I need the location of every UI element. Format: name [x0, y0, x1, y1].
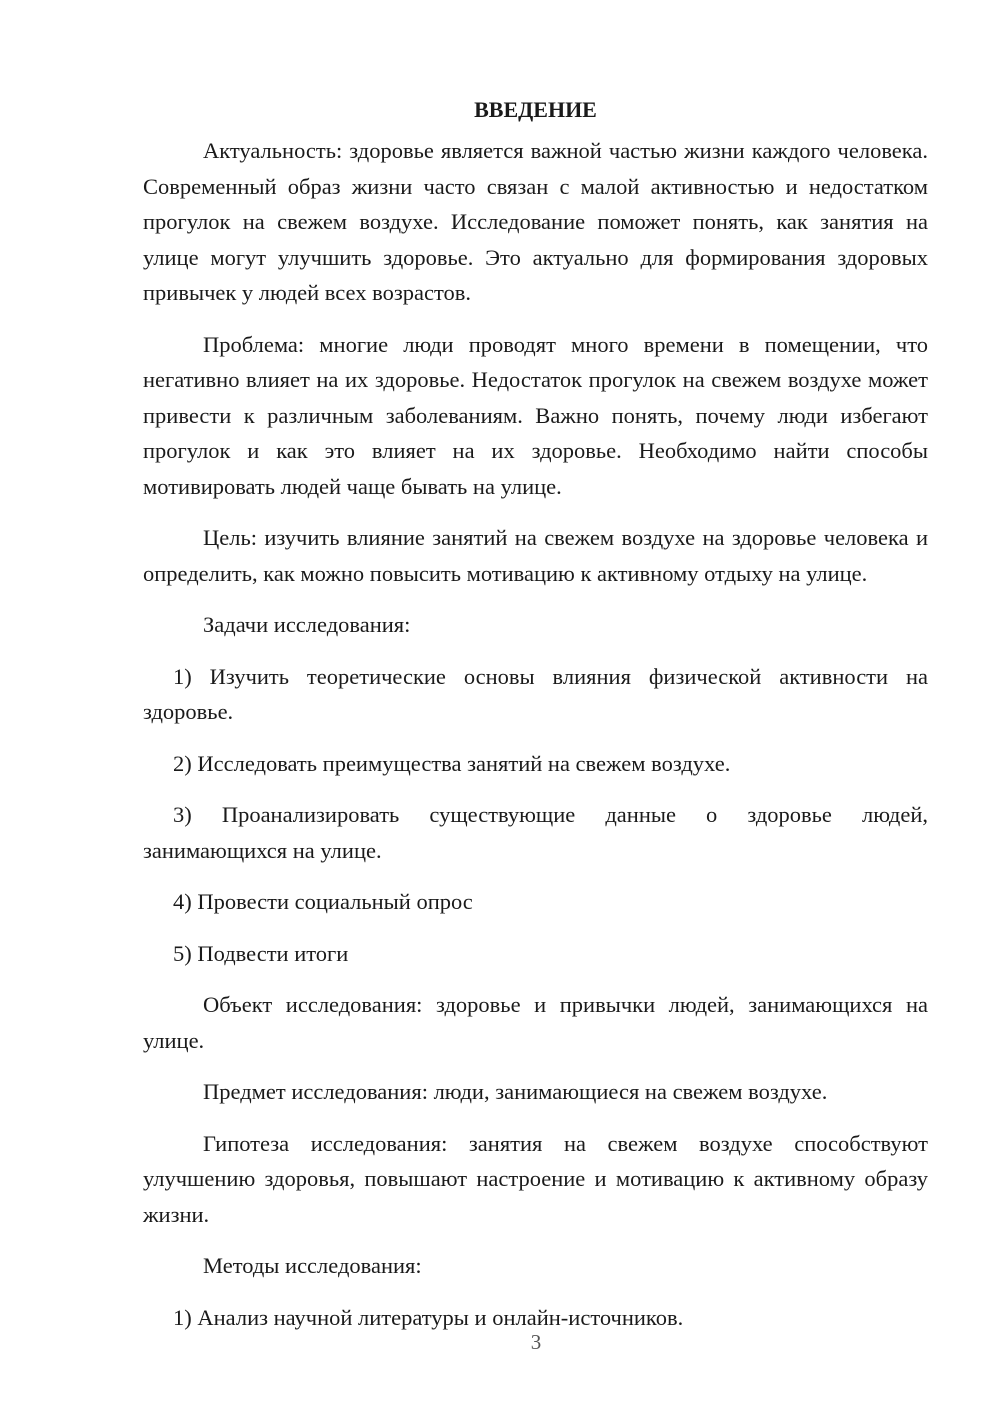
paragraph-problem: Проблема: многие люди проводят много времени в помещении, что негативно влияет на их здоровье. Недостаток прогулок на свежем воздухе может привести к различным заболеваниям. Важно понять, почему люди избегают прогулок и как это влияет на их здоровье. Необходимо найти способы мотивировать людей чаще бывать на улице.: [143, 331, 928, 499]
paragraph-object: Объект исследования: здоровье и привычки людей, занимающихся на улице.: [143, 992, 928, 1053]
task-item-1: 1) Изучить теоретические основы влияния физической активности на здоровье.: [143, 663, 928, 724]
tasks-title: Задачи исследования:: [203, 612, 411, 637]
paragraph-relevance: Актуальность: здоровье является важной частью жизни каждого человека. Современный образ жизни часто связан с малой активностью и недостатком прогулок на свежем воздухе. Исследование поможет понять, как занятия на улице могут улучшить здоровье. Это актуально для формирования здоровых привычек у людей всех возрастов.: [143, 138, 928, 305]
task-item-5: 5) Подвести итоги: [173, 940, 349, 966]
task-item-3: 3) Проанализировать существующие данные о здоровье людей, занимающихся на улице.: [143, 802, 928, 863]
method-item-1: 1) Анализ научной литературы и онлайн-источников.: [173, 1304, 684, 1330]
page-number: 3: [530, 1330, 542, 1354]
paragraph-goal: Цель: изучить влияние занятий на свежем воздухе на здоровье человека и определить, как можно повысить мотивацию к активному отдыху на улице.: [143, 525, 928, 586]
page-body: [143, 92, 928, 1351]
section-heading: ВВЕДЕНИЕ: [474, 97, 597, 122]
paragraph-hypothesis: Гипотеза исследования: занятия на свежем воздухе способствуют улучшению здоровья, повышают настроение и мотивацию к активному образу жизни.: [143, 1130, 928, 1227]
methods-title: Методы исследования:: [203, 1253, 422, 1278]
paragraph-subject: Предмет исследования: люди, занимающиеся на свежем воздухе.: [203, 1079, 828, 1104]
task-item-2: 2) Исследовать преимущества занятий на свежем воздухе.: [173, 750, 731, 776]
task-item-4: 4) Провести социальный опрос: [173, 889, 473, 914]
